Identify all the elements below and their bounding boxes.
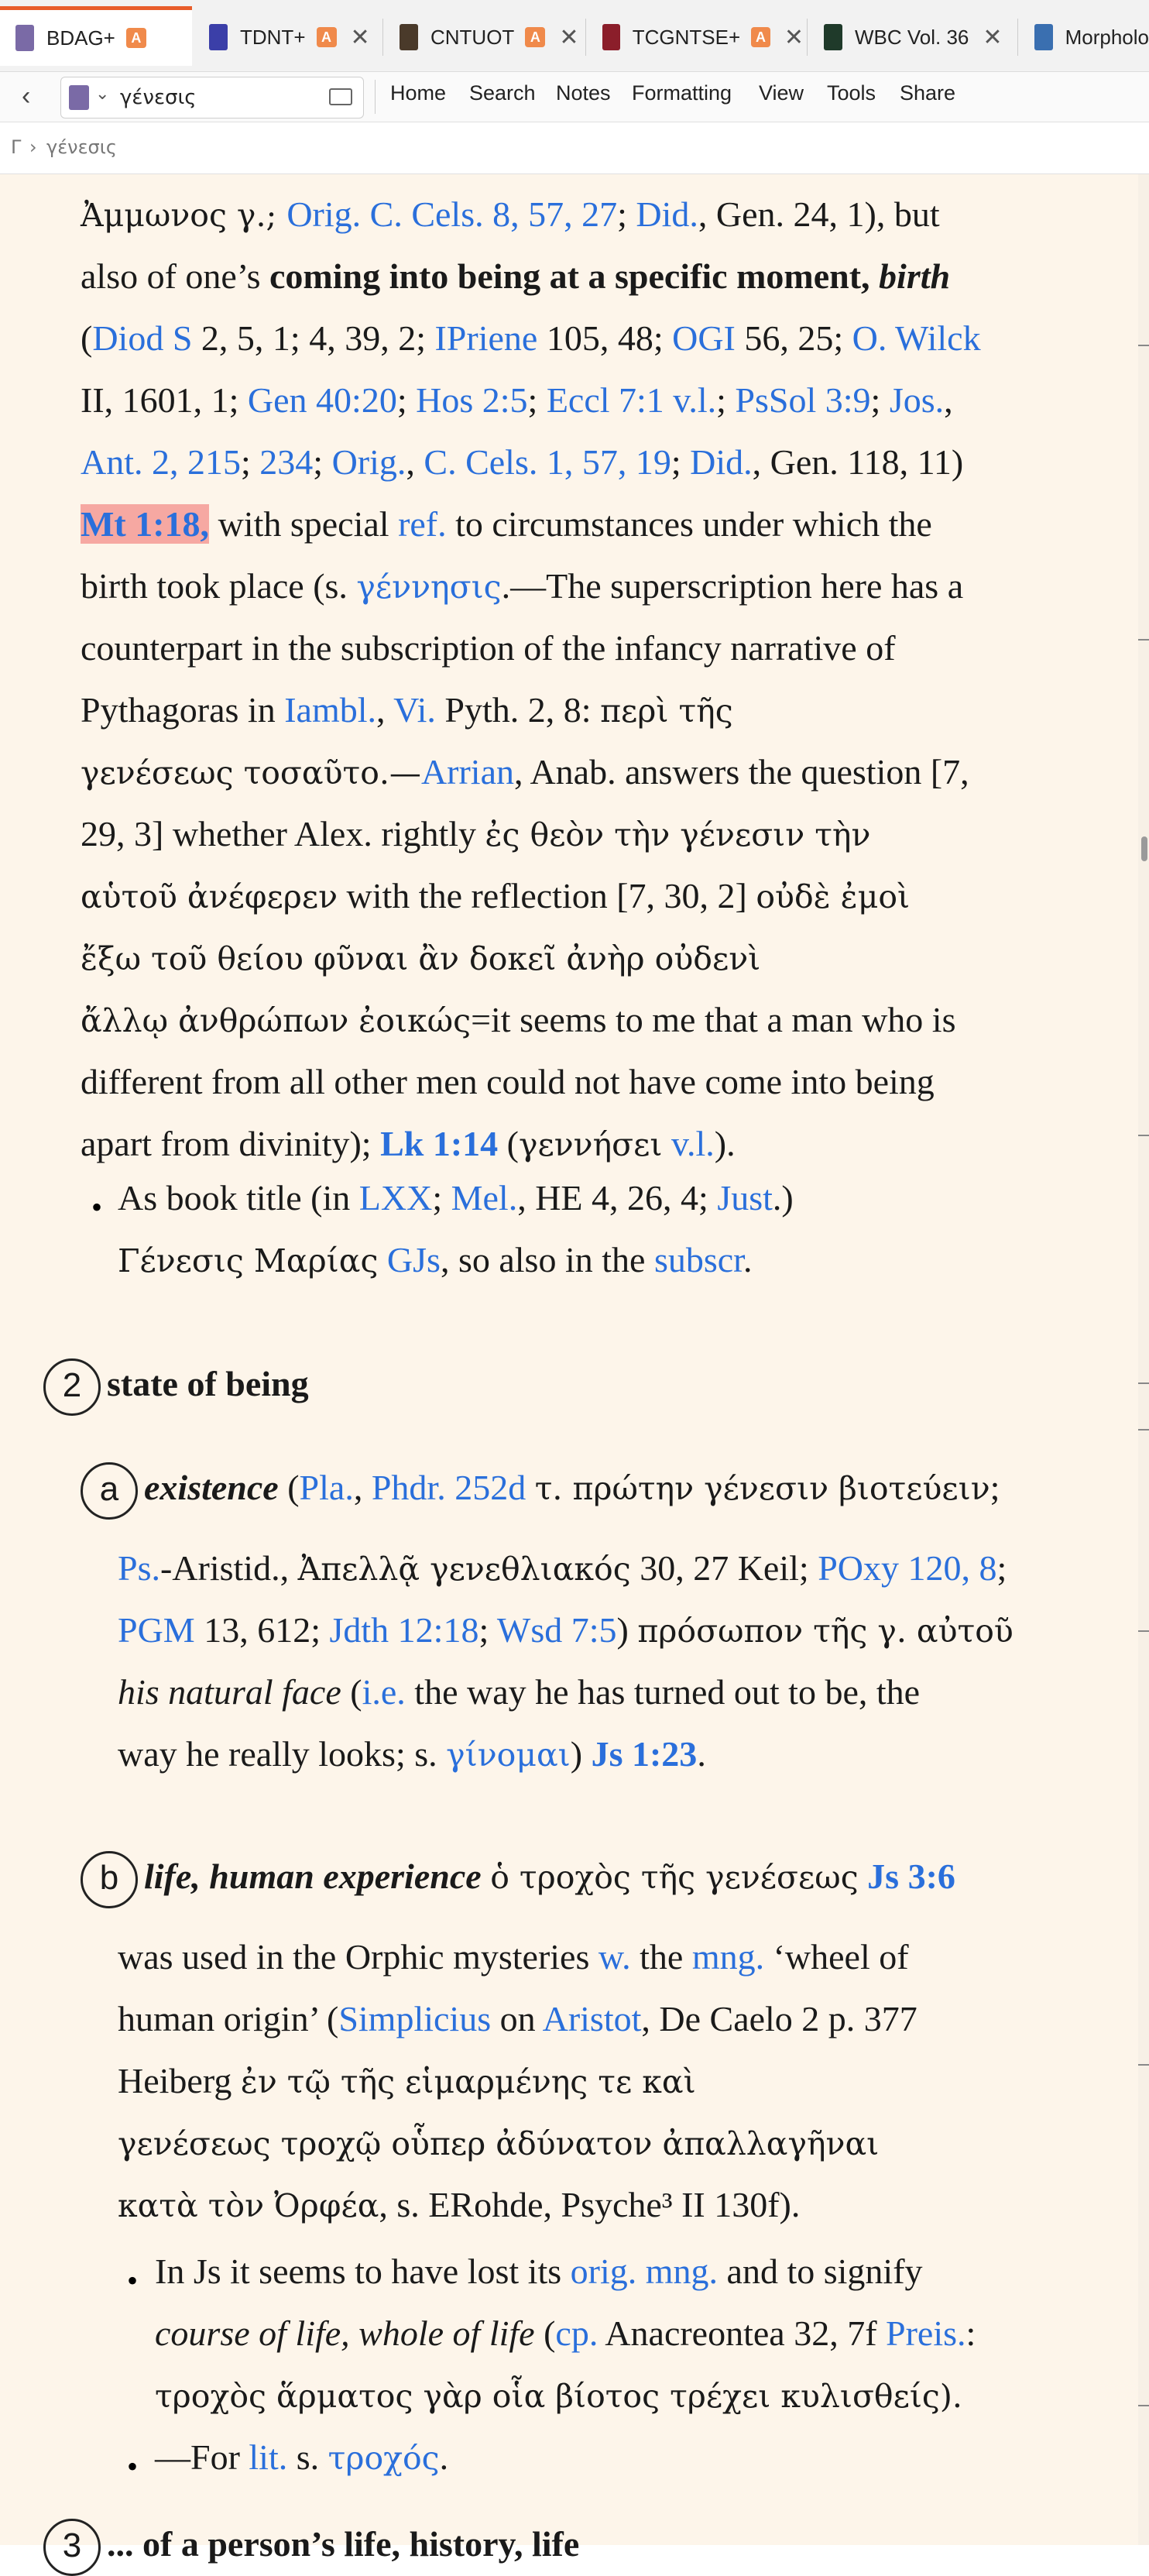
close-icon[interactable]: ✕: [559, 24, 579, 50]
scrollbar-thumb[interactable]: [1141, 836, 1147, 861]
entry-text: 29, 3] whether Alex. rightly: [81, 814, 485, 854]
book-icon: [824, 24, 842, 50]
bullet-icon: •: [127, 2449, 139, 2484]
reference-link[interactable]: Wsd 7:5: [496, 1610, 617, 1650]
entry-text: (: [81, 318, 93, 358]
entry-text: —For: [155, 2437, 249, 2477]
entry-text: τροχὸς ἅρματος γὰρ οἷα βίοτος τρέχει κυλισθείς).: [155, 2378, 962, 2415]
entry-text: ;: [671, 442, 691, 482]
reference-link[interactable]: ref.: [398, 504, 447, 544]
entry-text: οὐδὲ ἐμοὶ: [756, 878, 911, 915]
entry-text[interactable]: γένεσις: [120, 86, 197, 109]
reference-link[interactable]: Gen 40:20: [247, 380, 397, 420]
reference-link[interactable]: Pla.: [299, 1468, 354, 1507]
entry-text: [526, 1468, 535, 1507]
keyboard-icon[interactable]: [329, 88, 352, 105]
entry-text: ,: [376, 690, 394, 730]
section-number: 2: [43, 1358, 101, 1416]
reference-link[interactable]: PGM: [118, 1610, 195, 1650]
entry-text: .: [743, 1240, 753, 1279]
tab-bdag[interactable]: [0, 6, 192, 66]
entry-text: also of one’s: [81, 256, 270, 296]
entry-text: CNTUOT: [430, 25, 515, 49]
reference-link[interactable]: γίνομαι: [446, 1736, 571, 1774]
breadcrumb: [0, 122, 1149, 174]
list-item: [118, 1167, 1124, 1291]
entry-text: [361, 194, 370, 234]
list-item: [155, 2427, 1130, 2488]
subsection-a-body: [118, 1537, 1124, 1785]
reference-link[interactable]: OGI: [672, 318, 736, 358]
tab-cntuot[interactable]: [384, 9, 582, 65]
reference-link[interactable]: Eccl 7:1 v.l.: [546, 380, 717, 420]
entry-text: state of being: [107, 1364, 309, 1403]
entry-text: ;: [478, 1610, 497, 1650]
badge: A: [126, 28, 146, 48]
entry-text: In Js it seems to have lost its: [155, 2251, 571, 2291]
entry-text: (: [341, 1672, 362, 1712]
reference-link[interactable]: i.e.: [362, 1672, 406, 1712]
breadcrumb-root[interactable]: Γ: [11, 136, 22, 158]
entry-text: ;: [990, 1468, 1000, 1507]
entry-text: counterpart in the subscription of the infancy narrative of: [81, 628, 896, 668]
reference-link[interactable]: Jos.: [889, 380, 945, 420]
subsection-b: [81, 1846, 1126, 1908]
reference-link[interactable]: Did.: [636, 194, 698, 234]
entry-text: Γένεσις Μαρίας: [118, 1242, 379, 1279]
entry-text: ): [616, 1610, 638, 1650]
entry-text: [859, 1856, 868, 1896]
entry-text: πρόσωπον τῆς γ. αὐτοῦ: [637, 1613, 1014, 1650]
badge: A: [525, 27, 545, 47]
reference-link[interactable]: Vi.: [393, 690, 436, 730]
entry-text: ,: [406, 442, 424, 482]
entry-text: human origin’ (: [118, 1999, 339, 2038]
entry-text: γενέσεως τοσαῦτο.—: [81, 754, 421, 792]
bullet-icon: •: [91, 1190, 103, 1224]
entry-text: II, 1601, 1;: [81, 380, 248, 420]
entry-text: 105, 48;: [537, 318, 673, 358]
entry-text: Pythagoras in: [81, 690, 285, 730]
entry-text: apart from divinity);: [81, 1124, 381, 1163]
bullet-icon: •: [127, 2263, 139, 2298]
entry-text: life, human experience: [144, 1856, 482, 1896]
reference-link[interactable]: τροχός: [328, 2440, 440, 2477]
entry-text: ἐς θεὸν τὴν γένεσιν τὴν: [485, 816, 871, 854]
close-icon[interactable]: ✕: [983, 24, 1003, 50]
book-icon: [209, 24, 228, 50]
entry-text: ;: [432, 1178, 451, 1218]
section-heading-2: [43, 1353, 1112, 1415]
entry-text: Ἀμμωνος γ.;: [81, 197, 287, 234]
reference-link[interactable]: Js 3:6: [867, 1856, 955, 1896]
reference-link[interactable]: LXX: [358, 1178, 433, 1218]
book-icon: [602, 24, 620, 50]
entry-text: ἔξω τοῦ θείου φῦναι ἂν δοκεῖ ἀνὴρ οὐδενὶ: [81, 940, 761, 977]
reference-link[interactable]: Jdth 12:18: [329, 1610, 479, 1650]
highlighted-reference[interactable]: Mt 1:18,: [81, 504, 210, 544]
entry-text: coming into being at a specific moment,: [269, 256, 880, 296]
entry-text: the: [630, 1937, 692, 1977]
entry-text: ,: [944, 380, 953, 420]
reference-link[interactable]: Arrian: [420, 752, 514, 792]
book-icon: [1034, 24, 1053, 50]
entry-text: course of life, whole of life: [155, 2313, 535, 2353]
entry-text: ;: [716, 380, 736, 420]
entry-text: ἄλλῳ ἀνθρώπων ἐοικώς: [81, 1002, 472, 1039]
entry-text: ὁ τροχὸς τῆς γενέσεως: [490, 1859, 859, 1896]
entry-text: on: [491, 1999, 543, 2038]
reference-link[interactable]: IPriene: [434, 318, 538, 358]
resource-icon[interactable]: [69, 85, 89, 110]
reference-link[interactable]: C. Cels. 1, 57, 19: [424, 442, 671, 482]
book-icon: [15, 25, 34, 51]
entry-text: ;: [396, 380, 417, 420]
entry-text: 56, 25;: [735, 318, 852, 358]
reference-link[interactable]: Hos 2:5: [416, 380, 528, 420]
reference-link[interactable]: Orig.: [286, 194, 362, 234]
tab-tcgntse[interactable]: [587, 9, 804, 65]
reference-link[interactable]: Preis.: [886, 2313, 966, 2353]
chevron-down-icon[interactable]: ⌄: [95, 84, 110, 103]
entry-text: BDAG+: [46, 26, 115, 50]
reference-link[interactable]: Ps.: [118, 1548, 160, 1588]
entry-text: γενέσεως τροχῷ οὗπερ ἀδύνατον ἀπαλλαγῆναι: [118, 2125, 880, 2162]
entry-text: [378, 1240, 387, 1279]
reference-link[interactable]: GJs: [386, 1240, 441, 1279]
reference-link[interactable]: Iambl.: [284, 690, 376, 730]
reference-link[interactable]: Did.: [690, 442, 753, 482]
reference-link[interactable]: subscr: [653, 1240, 743, 1279]
entry-text: Anacreontea 32, 7f: [598, 2313, 887, 2353]
subsection-b-body: [118, 1926, 1124, 2236]
entry-text: As book title (in: [118, 1178, 359, 1218]
tab-tdnt[interactable]: [194, 9, 379, 65]
reference-link[interactable]: Just: [717, 1178, 773, 1218]
book-icon: [400, 24, 418, 50]
entry-paragraph: [81, 184, 1126, 1175]
entry-text: ;: [241, 442, 260, 482]
reference-link[interactable]: POxy 120, 8: [818, 1548, 997, 1588]
entry-text: =it seems to me that a man who is: [471, 1000, 956, 1039]
reference-link[interactable]: Orig.: [331, 442, 406, 482]
section-heading-3: [43, 2513, 1112, 2575]
entry-text: , De Caelo 2 p. 377: [641, 1999, 917, 2038]
entry-text: different from all other men could not have come into being: [81, 1062, 935, 1101]
entry-text: his natural face: [118, 1672, 341, 1712]
entry-text: ἐν τῷ τῆς εἱμαρμένης τε καὶ: [240, 2063, 696, 2100]
entry-text: Heiberg: [118, 2061, 241, 2100]
reference-link[interactable]: 234: [259, 442, 314, 482]
entry-text: .): [772, 1178, 794, 1218]
entry-text: ‘wheel of: [764, 1937, 909, 1977]
reference-link[interactable]: Phdr. 252d: [371, 1468, 526, 1507]
tab-strip: [0, 0, 1149, 72]
reference-link[interactable]: cp.: [555, 2313, 599, 2353]
entry-text: birth took place (s.: [81, 566, 357, 606]
entry-text: existence: [144, 1468, 279, 1507]
entry-text: with special: [209, 504, 399, 544]
entry-text: -Aristid.,: [159, 1548, 298, 1588]
entry-text: (: [498, 1124, 519, 1163]
reference-link[interactable]: lit.: [249, 2437, 288, 2477]
entry-text: αὑτοῦ ἀνέφερεν: [81, 878, 338, 915]
entry-text: [482, 1856, 491, 1896]
entry-text: ... of a person’s life, history, life: [107, 2524, 580, 2564]
entry-text: .: [697, 1734, 706, 1774]
reference-link[interactable]: Lk 1:14: [380, 1124, 499, 1163]
entry-text: ).: [714, 1124, 736, 1163]
entry-text: , s. ERohde, Psyche³ II 130f).: [379, 2185, 801, 2224]
entry-text: Ἀπελλᾷ γενεθλιακός: [297, 1551, 631, 1588]
entry-text: WBC Vol. 36: [855, 25, 969, 49]
entry-text: s.: [287, 2437, 328, 2477]
entry-text: [662, 1124, 671, 1163]
entry-text: TDNT+: [240, 25, 306, 49]
entry-text: , Gen. 24, 1), but: [698, 194, 940, 234]
entry-text: , so also in the: [440, 1240, 654, 1279]
reference-link[interactable]: PsSol 3:9: [735, 380, 871, 420]
breadcrumb-separator: ›: [29, 136, 37, 158]
menu-tools[interactable]: Tools: [827, 81, 876, 105]
menu-home[interactable]: Home: [390, 81, 447, 105]
toolbar: [0, 72, 1149, 122]
entry-text: ;: [313, 442, 332, 482]
entry-text: (: [534, 2313, 556, 2353]
entry-text: , HE 4, 26, 4;: [517, 1178, 718, 1218]
entry-text: Morpholo: [1065, 25, 1149, 49]
reference-link[interactable]: C. Cels. 8, 57, 27: [369, 194, 618, 234]
reference-link[interactable]: mng.: [691, 1937, 765, 1977]
entry-text: :: [966, 2313, 976, 2353]
menu-notes[interactable]: Notes: [556, 81, 611, 105]
entry-text: 13, 612;: [194, 1610, 330, 1650]
entry-text: γεννήσει: [519, 1126, 663, 1163]
reference-link[interactable]: Simplicius: [338, 1999, 492, 2038]
entry-text: to circumstances under which the: [446, 504, 932, 544]
entry-text: 30, 27 Keil;: [630, 1548, 818, 1588]
tab-morpholo[interactable]: [1019, 9, 1149, 65]
entry-text: way he really looks; s.: [118, 1734, 447, 1774]
entry-text: ;: [996, 1548, 1007, 1588]
reference-link[interactable]: γέννησις: [356, 568, 502, 606]
badge: A: [317, 27, 337, 47]
reference-link[interactable]: Mel.: [451, 1178, 518, 1218]
scrollbar[interactable]: [1138, 174, 1149, 2545]
menu-search[interactable]: Search: [469, 81, 536, 105]
entry-text: (: [278, 1468, 300, 1507]
entry-text: ;: [870, 380, 890, 420]
subsection-letter: a: [81, 1462, 138, 1520]
entry-text: , Gen. 118, 11): [752, 442, 964, 482]
menu-formatting[interactable]: Formatting: [632, 81, 732, 105]
menu-view[interactable]: View: [759, 81, 804, 105]
entry-text: Pyth. 2, 8:: [435, 690, 601, 730]
reference-link[interactable]: v.l.: [671, 1124, 715, 1163]
entry-text: περὶ τῆς: [600, 692, 733, 730]
list-item: [155, 2241, 1130, 2427]
entry-text: with the reflection [7, 30, 2]: [338, 876, 756, 915]
reference-link[interactable]: Js 1:23: [591, 1734, 698, 1774]
tab-wbc[interactable]: [808, 9, 1014, 65]
entry-text: TCGNTSE+: [632, 25, 741, 49]
entry-text: τ. πρώτην γένεσιν βιοτεύειν: [534, 1470, 990, 1507]
entry-text: κατὰ τὸν Ὀρφέα: [118, 2187, 379, 2224]
back-icon[interactable]: ‹: [22, 81, 31, 111]
entry-text: ,: [353, 1468, 372, 1507]
entry-text: 2, 5, 1; 4, 39, 2;: [192, 318, 435, 358]
badge: A: [751, 27, 770, 47]
search-input[interactable]: [60, 77, 364, 118]
entry-text: ): [570, 1734, 592, 1774]
breadcrumb-current[interactable]: γένεσις: [46, 136, 117, 158]
close-icon[interactable]: ✕: [350, 24, 370, 50]
reference-link[interactable]: Ant. 2, 215: [81, 442, 241, 482]
subsection-a: [81, 1457, 1126, 1519]
entry-text: , Anab. answers the question [7,: [514, 752, 969, 792]
reference-link[interactable]: orig. mng.: [570, 2251, 719, 2291]
entry-text: .: [439, 2437, 449, 2477]
reference-link[interactable]: w.: [598, 1937, 631, 1977]
reference-link[interactable]: O. Wilck: [852, 318, 981, 358]
reference-link[interactable]: Diod S: [92, 318, 193, 358]
entry-text: .—The superscription here has a: [501, 566, 964, 606]
close-icon[interactable]: ✕: [784, 24, 804, 50]
entry-text: birth: [879, 256, 951, 296]
entry-content: [0, 174, 1138, 2565]
subsection-letter: b: [81, 1851, 138, 1908]
entry-text: and to signify: [718, 2251, 923, 2291]
entry-text: the way he has turned out to be, the: [405, 1672, 921, 1712]
section-number: 3: [43, 2519, 101, 2576]
entry-text: was used in the Orphic mysteries: [118, 1937, 599, 1977]
reference-link[interactable]: Aristot: [542, 1999, 642, 2038]
entry-text: ;: [527, 380, 547, 420]
entry-text: ;: [617, 194, 636, 234]
menu-share[interactable]: Share: [900, 81, 956, 105]
